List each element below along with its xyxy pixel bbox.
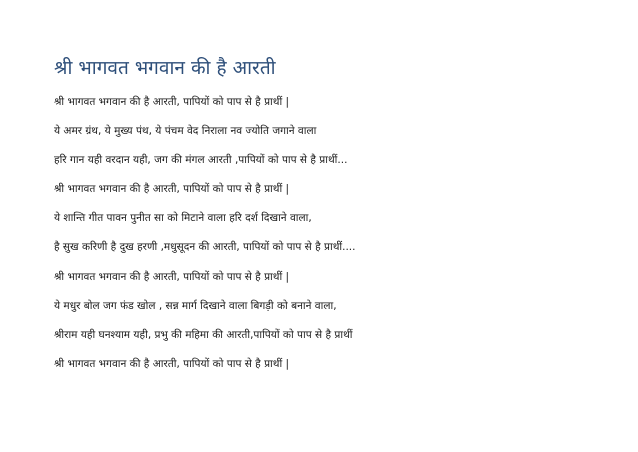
aarti-line: श्री भागवत भगवान की है आरती, पापियों को पाप से है प्राथीं | <box>54 270 290 283</box>
aarti-line: श्री भागवत भगवान की है आरती, पापियों को पाप से है प्राथीं | <box>54 183 290 196</box>
aarti-line: ये अमर ग्रंथ, ये मुख्य पंथ, ये पंचम वेद निराला नव ज्योति जगाने वाला <box>54 125 317 138</box>
aarti-line: श्रीराम यही घनश्याम यही, प्रभु की महिमा की आरती,पापियों को पाप से है प्राथीं <box>54 328 353 341</box>
document-title: श्री भागवत भगवान की है आरती <box>54 57 276 79</box>
aarti-line: है सुख करिणी है दुख हरणी ,मधुसूदन की आरती, पापियों को पाप से है प्राथीं.... <box>54 241 356 254</box>
aarti-line: श्री भागवत भगवान की है आरती, पापियों को पाप से है प्राथीं | <box>54 96 290 108</box>
aarti-line: श्री भागवत भगवान की है आरती, पापियों को पाप से है प्राथीं | <box>54 357 290 370</box>
aarti-line: हरि गान यही वरदान यही, जग की मंगल आरती ,पापियों को पाप से है प्राथीं... <box>54 154 348 167</box>
aarti-lines <box>54 92 624 383</box>
aarti-line: ये मधुर बोल जग फंड खोल , सन्न मार्ग दिखाने वाला बिगड़ी को बनाने वाला, <box>54 299 337 312</box>
aarti-line: ये शान्ति गीत पावन पुनीत सा को मिटाने वाला हरि दर्श दिखाने वाला, <box>54 212 312 225</box>
